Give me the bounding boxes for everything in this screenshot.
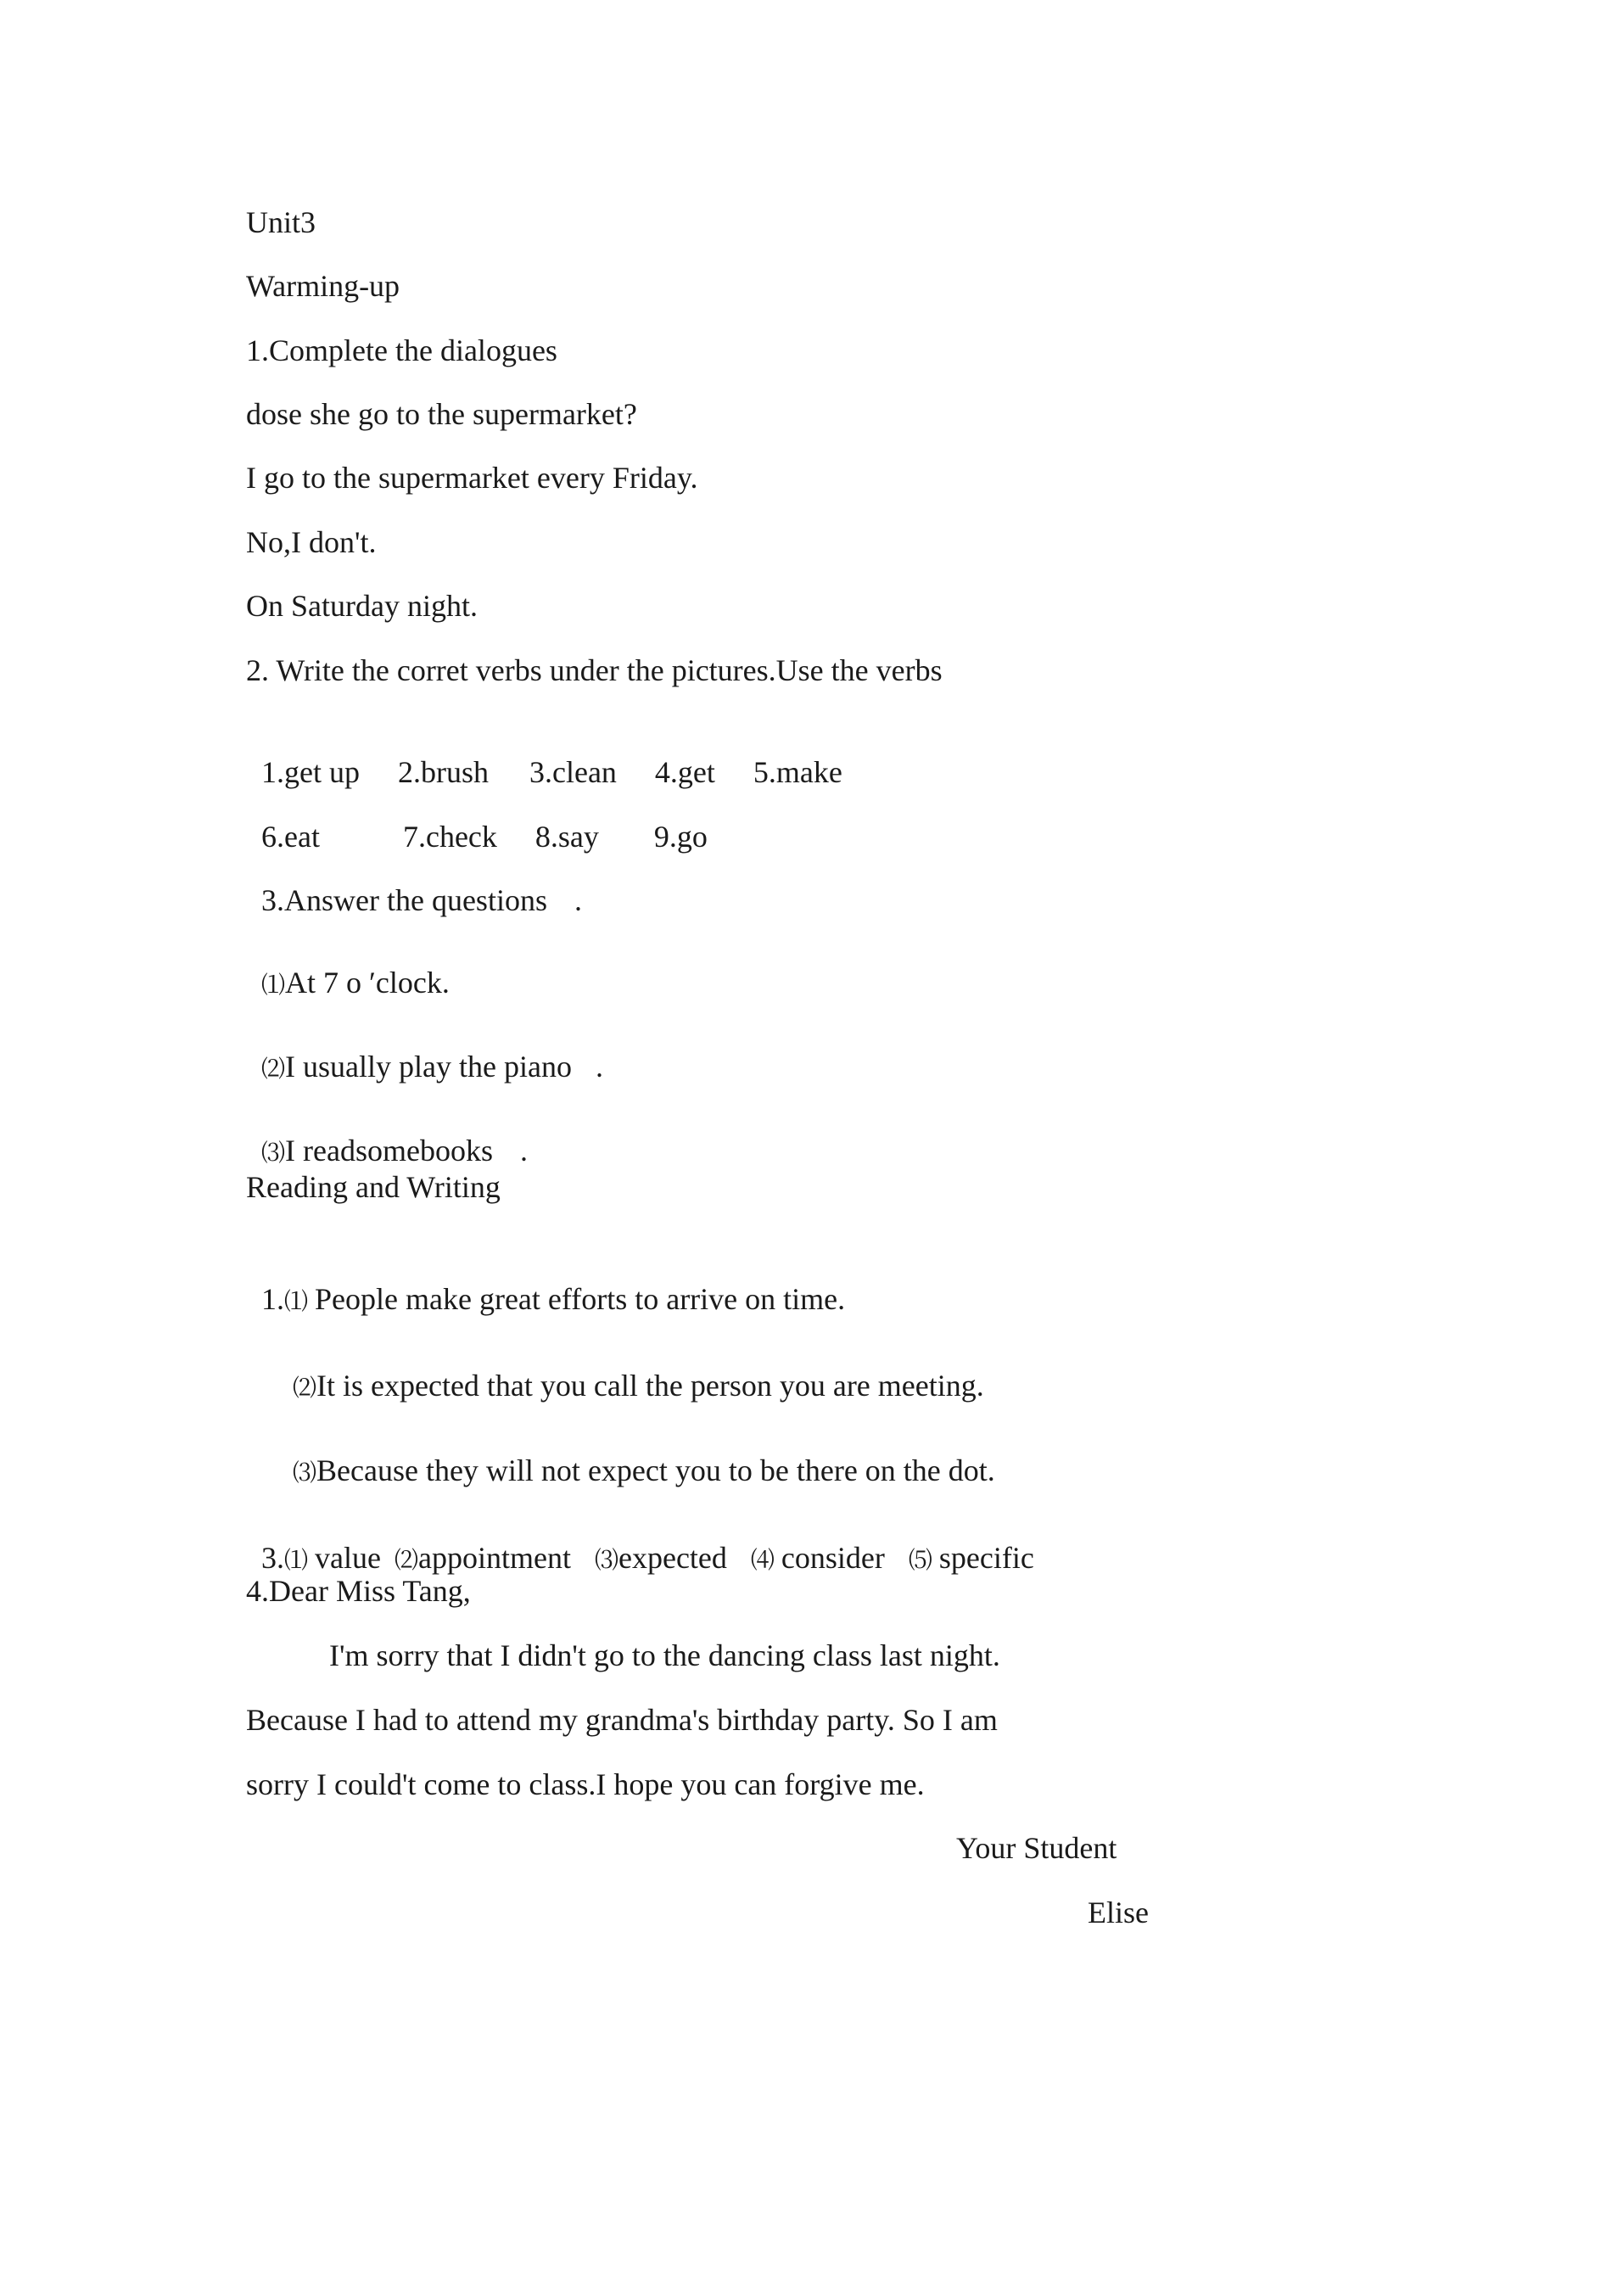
answer-item: ⑴At 7 o ′clock.: [261, 966, 450, 1000]
rw-q1-item: 1.⑴ People make great efforts to arrive on time.: [261, 1282, 846, 1316]
verb-item: 5.make: [753, 755, 842, 789]
dialogue-line: On Saturday night.: [246, 589, 478, 623]
unit-title: Unit3: [246, 205, 316, 239]
verb-item: 9.go: [653, 820, 708, 854]
rw-q1-item: ⑵It is expected that you call the person you are meeting.: [293, 1369, 984, 1403]
letter-body-line: sorry I could't come to class.I hope you can forgive me.: [246, 1767, 925, 1801]
q2-title: 2. Write the corret verbs under the pictures.Use the verbs: [246, 653, 943, 687]
letter-signature: Elise: [1088, 1896, 1149, 1929]
rw-q3-answers: 3.⑴ value ⑵appointment ⑶expected ⑷ consider ⑸ specific: [261, 1541, 1034, 1575]
rw-q1-item: ⑶Because they will not expect you to be there on the dot.: [293, 1453, 995, 1487]
letter-closing: Your Student: [956, 1831, 1117, 1865]
verb-item: 8.say: [534, 820, 599, 854]
section-heading-reading-writing: Reading and Writing: [246, 1170, 501, 1204]
dialogue-line: dose she go to the supermarket?: [246, 397, 637, 431]
verb-item: 7.check: [402, 820, 497, 854]
answer-item: ⑵I usually play the piano .: [261, 1050, 603, 1084]
verb-item: 1.get up: [261, 755, 360, 789]
verb-item: 3.clean: [529, 755, 617, 789]
q1-title: 1.Complete the dialogues: [246, 333, 557, 367]
dialogue-line: No,I don't.: [246, 525, 377, 559]
letter-body-line: I'm sorry that I didn't go to the dancing class last night.: [329, 1638, 1000, 1672]
section-heading-warming-up: Warming-up: [246, 269, 400, 303]
letter-salutation: 4.Dear Miss Tang,: [246, 1574, 471, 1608]
answer-item: ⑶I readsomebooks .: [261, 1134, 528, 1168]
verb-item: 2.brush: [397, 755, 489, 789]
letter-body-line: Because I had to attend my grandma's birthday party. So I am: [246, 1703, 998, 1737]
verb-row-1: [246, 716, 842, 791]
q3-title: 3.Answer the questions .: [261, 883, 582, 917]
dialogue-line: I go to the supermarket every Friday.: [246, 461, 698, 495]
verb-item: 4.get: [654, 755, 715, 789]
verb-item: 6.eat: [261, 820, 320, 854]
